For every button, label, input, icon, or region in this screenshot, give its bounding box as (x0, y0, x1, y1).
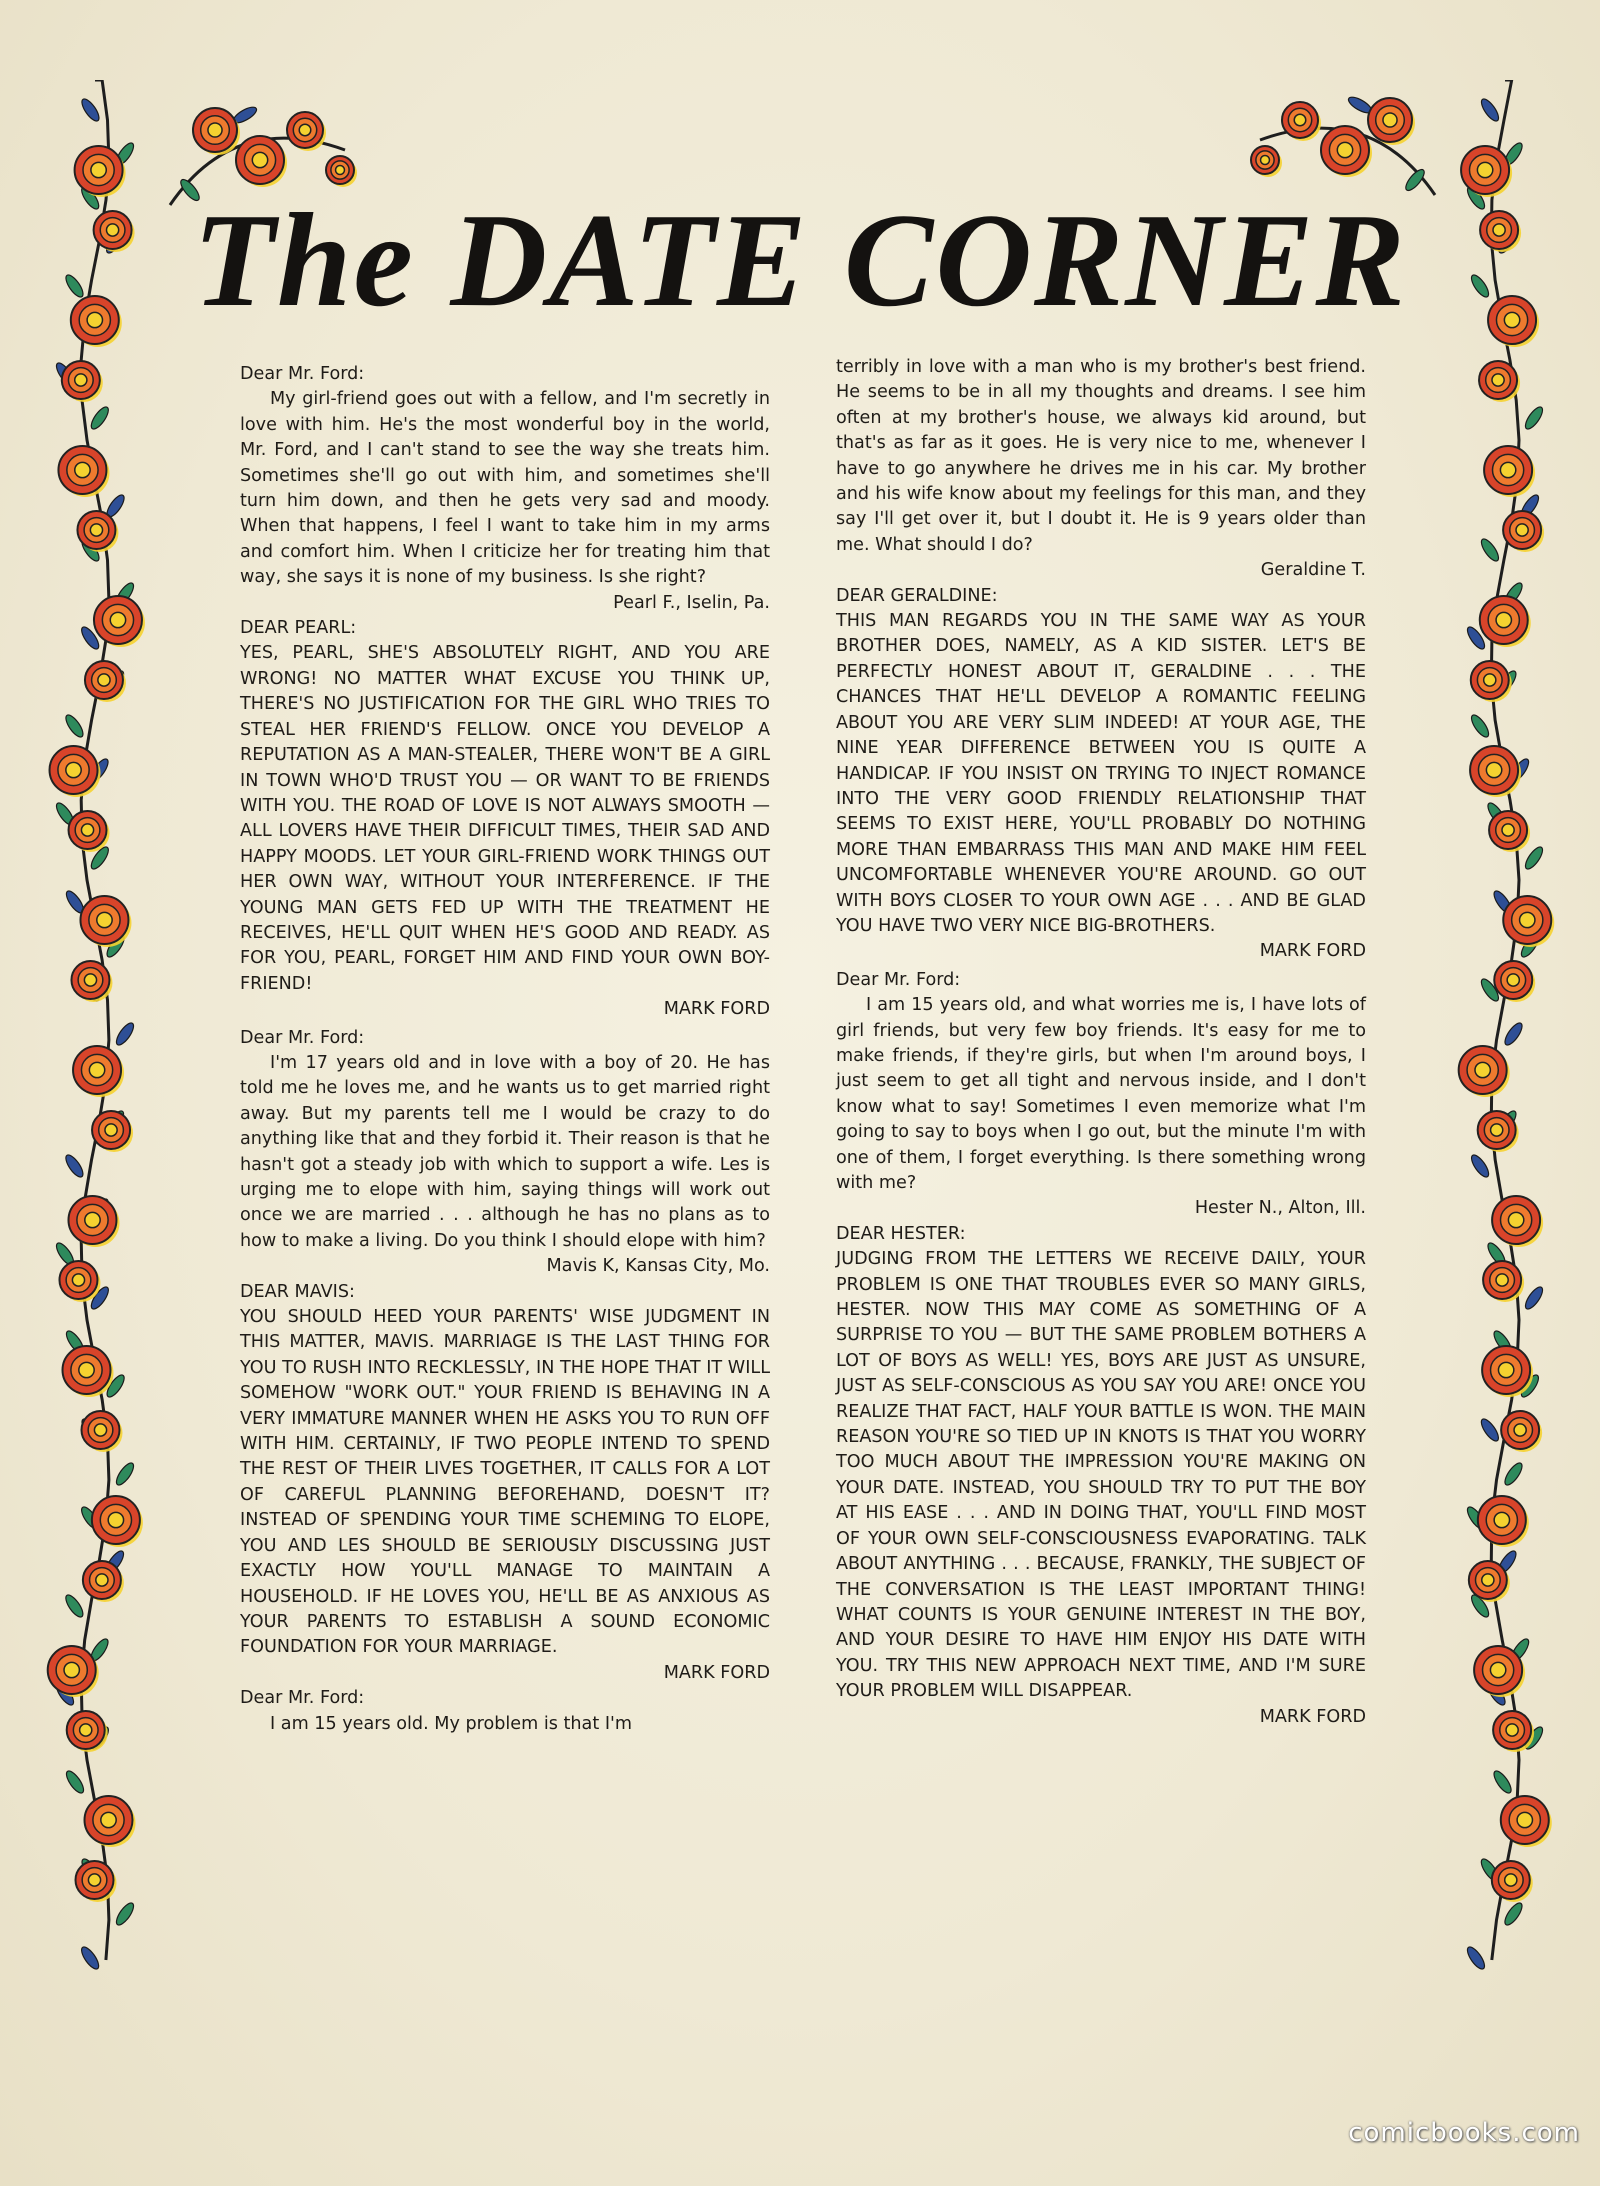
leaf-icon (1502, 1900, 1525, 1927)
rose-icon (94, 596, 145, 647)
rose-icon (67, 1711, 108, 1752)
right-column (836, 355, 1366, 1730)
reply-body: YOU SHOULD HEED YOUR PARENTS' WISE JUDGMENT IN THIS MATTER, MAVIS. MARRIAGE IS THE LAST THING FOR YOU TO RUSH INTO RECKLESSLY, IN THE HOPE THAT IT WILL SOMEHOW "WORK OUT." YOUR FRIEND IS BEHAVING IN A VERY IMMATURE MANNER WHEN HE ASKS YOU TO RUN OFF WITH HIM. CERTAINLY, IF TWO PEOPLE INTEND TO SPEND THE REST OF THEIR LIVES TOGETHER, IT CALLS FOR A LOT OF CAREFUL PLANNING BEFOREHAND, DOESN'T IT? INSTEAD OF SPENDING YOUR TIME SCHEMING TO ELOPE, YOU AND LES SHOULD BE SERIOUSLY DISCUSSING JUST EXACTLY HOW YOU'LL MANAGE TO MAINTAIN A HOUSEHOLD. IF HE LOVES YOU, HE'LL BE AS ANXIOUS AS YOUR PARENTS TO ESTABLISH A SOUND ECONOMIC FOUNDATION FOR YOUR MARRIAGE. (240, 1307, 770, 1658)
letter-body-wrap (836, 355, 1366, 584)
rose-icon (1479, 361, 1520, 402)
rose-icon (59, 1261, 100, 1302)
rose-icon (1282, 102, 1321, 141)
rose-icon (85, 1796, 136, 1847)
rose-icon (1470, 746, 1521, 797)
rose-icon (1251, 146, 1282, 177)
letter-body: terribly in love with a man who is my brother's best friend. He seems to be in all my thoughts and dreams. I see him often at my brother's house, we always kid around, but that's as far as it goes. He is very nice to me, whenever I have to go anywhere he drives me in his car. My brother and his wife know about my feelings for this man, and they say I'll get over it, but I doubt it. He is 9 years older than me. What should I do? (836, 357, 1366, 555)
rose-icon (1482, 1346, 1533, 1397)
letter-geraldine-start (240, 1686, 770, 1737)
leaf-icon (63, 712, 86, 739)
rose-icon (326, 156, 357, 187)
rose-icon (236, 136, 287, 187)
rose-icon (1489, 811, 1530, 852)
reply-body-wrap (240, 1305, 770, 1686)
letter-geraldine-cont (836, 355, 1366, 584)
letter-body: I am 15 years old, and what worries me is, I have lots of girl friends, but very few boy friends. It's easy for me to make friends, if they're girls, but when I'm around boys, I just seem to get all tight and nervous inside, and I don't know what to say! Sometimes I even memorize what I'm going to say to boys when I go out, but the minute I'm with one of them, I forget everything. Is there something wrong with me? (836, 995, 1366, 1193)
rose-icon (50, 746, 101, 797)
rose-icon (1321, 126, 1372, 177)
leaf-icon (1468, 712, 1491, 739)
rose-icon (82, 1411, 123, 1452)
letter-signature: Geraldine T. (1260, 560, 1366, 581)
rose-icon (62, 361, 103, 402)
leaf-icon (1468, 272, 1491, 299)
corner-roses-top-right (1240, 80, 1440, 200)
rose-icon (1501, 1796, 1552, 1847)
reply-heading: DEAR MAVIS: (240, 1281, 355, 1302)
reply-signature: MARK FORD (1259, 941, 1366, 962)
watermark: comicbooks.com (1348, 2118, 1580, 2148)
rose-icon (1484, 446, 1535, 497)
rose-icon (63, 1346, 114, 1397)
rose-icon (92, 1111, 133, 1152)
reply-signature: MARK FORD (663, 999, 770, 1020)
rose-icon (1368, 98, 1415, 145)
reply-body: JUDGING FROM THE LETTERS WE RECEIVE DAILY, YOUR PROBLEM IS ONE THAT TROUBLES EVER SO MANY GIRLS, HESTER. NOW THIS MAY COME AS SOMETHING OF A SURPRISE TO YOU — BUT THE SAME PROBLEM BOTHERS A LOT OF BOYS AS WELL! YES, BOYS ARE JUST AS UNSURE, JUST AS SELF-CONSCIOUS AS YOU SAY YOU ARE! ONCE YOU REALIZE THAT FACT, HALF YOUR BATTLE IS WON. THE MAIN REASON YOU'RE SO TIED UP IN KNOTS IS THAT YOU WORRY TOO MUCH ABOUT THE IMPRESSION YOU'RE MAKING ON YOUR DATE. INSTEAD, YOU SHOULD TRY TO PUT THE BOY AT HIS EASE . . . AND IN DOING THAT, YOU'LL FIND MOST OF YOUR OWN SELF-CONSCIOUSNESS EVAPORATING. TALK ABOUT ANYTHING . . . BECAUSE, FRANKLY, THE SUBJECT OF THE CONVERSATION IS THE LEAST IMPORTANT THING! WHAT COUNTS IS YOUR GENUINE INTEREST IN THE BOY, AND YOUR DESIRE TO HAVE HIM ENJOY HIS DATE WITH YOU. TRY THIS NEW APPROACH NEXT TIME, AND I'M SURE YOUR PROBLEM WILL DISAPPEAR. (836, 1249, 1366, 1702)
leaf-icon (1502, 1020, 1525, 1047)
rose-icon (1488, 296, 1539, 347)
letter-signature: Hester N., Alton, Ill. (1194, 1198, 1366, 1219)
rose-icon (1480, 596, 1531, 647)
letter-body-wrap (240, 387, 770, 616)
reply-signature: MARK FORD (1259, 1706, 1366, 1727)
rose-icon (71, 296, 122, 347)
leaf-icon (1478, 1416, 1501, 1443)
leaf-icon (1464, 1944, 1487, 1971)
rose-icon (1478, 1496, 1529, 1547)
reply-body: THIS MAN REGARDS YOU IN THE SAME WAY AS YOUR BROTHER DOES, NAMELY, AS A KID SISTER. LET'S BE PERFECTLY HONEST ABOUT IT, GERALDINE . . . THE CHANCES THAT HE'LL DEVELOP A ROMANTIC FEELING ABOUT YOU ARE VERY SLIM INDEED! AT YOUR AGE, THE NINE YEAR DIFFERENCE BETWEEN YOU IS QUITE A HANDICAP. IF YOU INSIST ON TRYING TO INJECT ROMANCE INTO THE VERY GOOD FRIENDLY RELATIONSHIP THAT SEEMS TO EXIST HERE, YOU'LL PROBABLY DO NOTHING MORE THAN EMBARRASS THIS MAN AND MAKE HIM FEEL UNCOMFORTABLE WHENEVER YOU'RE AROUND. GO OUT WITH BOYS CLOSER TO YOUR OWN AGE . . . AND BE GLAD YOU HAVE TWO VERY NICE BIG-BROTHERS. (836, 611, 1366, 936)
rose-icon (71, 961, 112, 1002)
leaf-icon (1469, 1152, 1492, 1179)
letter-salutation: Dear Mr. Ford: (836, 969, 961, 990)
letter-salutation: Dear Mr. Ford: (240, 364, 365, 384)
rose-icon (85, 661, 126, 702)
reply-hester (836, 1222, 1366, 1730)
leaf-icon (1491, 1768, 1514, 1795)
rose-icon (193, 108, 240, 155)
leaf-icon (63, 1768, 86, 1795)
reply-geraldine (836, 584, 1366, 965)
leaf-icon (113, 1460, 136, 1487)
reply-heading: DEAR GERALDINE: (836, 585, 998, 606)
letter-body-wrap (240, 1051, 770, 1280)
leaf-icon (63, 1592, 86, 1619)
letter-pearl (240, 362, 770, 616)
reply-heading: DEAR PEARL: (240, 618, 357, 639)
reply-body: YES, PEARL, SHE'S ABSOLUTELY RIGHT, AND YOU ARE WRONG! NO MATTER WHAT EXCUSE YOU THINK UP, THERE'S NO JUSTIFICATION FOR THE GIRL WHO TRIES TO STEAL HER FRIEND'S FELLOW. ONCE YOU DEVELOP A REPUTATION AS A MAN-STEALER, THERE WON'T BE A GIRL IN TOWN WHO'D TRUST YOU — OR WANT TO BE FRIENDS WITH YOU. THE ROAD OF LOVE IS NOT ALWAYS SMOOTH — ALL LOVERS HAVE THEIR DIFFICULT TIMES, THEIR SAD AND HAPPY MOODS. LET YOUR GIRL-FRIEND WORK THINGS OUT HER OWN WAY, WITHOUT YOUR INTERFERENCE. IF THE YOUNG MAN GETS FED UP WITH THE TREATMENT HE RECEIVES, HE'LL QUIT WHEN HE'S GOOD AND READY. AS FOR YOU, PEARL, FORGET HIM AND FIND YOUR OWN BOY-FRIEND! (240, 643, 770, 994)
leaf-icon (88, 404, 111, 431)
leaf-icon (79, 1944, 102, 1971)
rose-icon (92, 1496, 143, 1547)
rose-icon (287, 112, 326, 151)
letter-mavis (240, 1026, 770, 1280)
page-title: The DATE CORNER (193, 186, 1407, 334)
rose-icon (68, 1196, 119, 1247)
rose-icon (1492, 1196, 1543, 1247)
rose-icon (48, 1646, 99, 1697)
letter-hester (836, 968, 1366, 1222)
rose-vine-border-left (40, 80, 150, 1980)
letter-body-wrap (836, 993, 1366, 1222)
rose-icon (1471, 661, 1512, 702)
reply-heading: DEAR HESTER: (836, 1223, 966, 1244)
reply-body-wrap (836, 1247, 1366, 1730)
leaf-icon (1478, 536, 1501, 563)
rose-icon (58, 446, 109, 497)
leaf-icon (1522, 404, 1545, 431)
leaf-icon (113, 1900, 136, 1927)
letter-body: I'm 17 years old and in love with a boy of 20. He has told me he loves me, and he wants us to get married right away. But my parents tell me I would be crazy to do anything like that and they forbid it. Their reason is that he hasn't got a steady job with which to support a wife. Les is urging me to elope with him, saying things will work out once we are married . . . although he has no plans as to how to make a living. Do you think I should elope with him? (240, 1052, 770, 1251)
leaf-icon (63, 1152, 86, 1179)
rose-icon (80, 896, 131, 947)
leaf-icon (1522, 1284, 1545, 1311)
rose-icon (1492, 1861, 1533, 1902)
leaf-icon (1478, 96, 1501, 123)
leaf-icon (113, 1020, 136, 1047)
rose-icon (1503, 511, 1544, 552)
letter-salutation: Dear Mr. Ford: (240, 1688, 365, 1709)
rose-icon (1483, 1261, 1524, 1302)
leaf-icon (1502, 1460, 1525, 1487)
rose-icon (1459, 1046, 1510, 1097)
leaf-icon (63, 272, 86, 299)
rose-vine-border-right (1450, 80, 1560, 1980)
letter-body: My girl-friend goes out with a fellow, and I'm secretly in love with him. He's the most wonderful boy in the world, Mr. Ford, and I can't stand to see the way she treats him. Sometimes she'll go out with him, and sometimes she'll turn him down, and then he gets very sad and moody. When that happens, I feel I want to take him in my arms and comfort him. When I criticize her for treating him that way, she says it is none of my business. Is she right? (240, 389, 770, 588)
letter-body: I am 15 years old. My problem is that I'm (270, 1713, 632, 1734)
rose-icon (73, 1046, 124, 1097)
rose-icon (1503, 896, 1554, 947)
reply-mavis (240, 1280, 770, 1687)
leaf-icon (1522, 844, 1545, 871)
left-column (240, 362, 770, 1737)
leaf-icon (79, 96, 102, 123)
letter-salutation: Dear Mr. Ford: (240, 1027, 365, 1048)
rose-icon (69, 811, 110, 852)
rose-icon (1480, 211, 1521, 252)
reply-pearl (240, 616, 770, 1023)
rose-icon (1501, 1411, 1542, 1452)
rose-icon (1493, 1711, 1534, 1752)
reply-signature: MARK FORD (663, 1662, 770, 1683)
letter-signature: Mavis K, Kansas City, Mo. (546, 1256, 770, 1277)
rose-icon (76, 1861, 117, 1902)
rose-icon (1494, 961, 1535, 1002)
letter-signature: Pearl F., Iselin, Pa. (613, 592, 770, 613)
